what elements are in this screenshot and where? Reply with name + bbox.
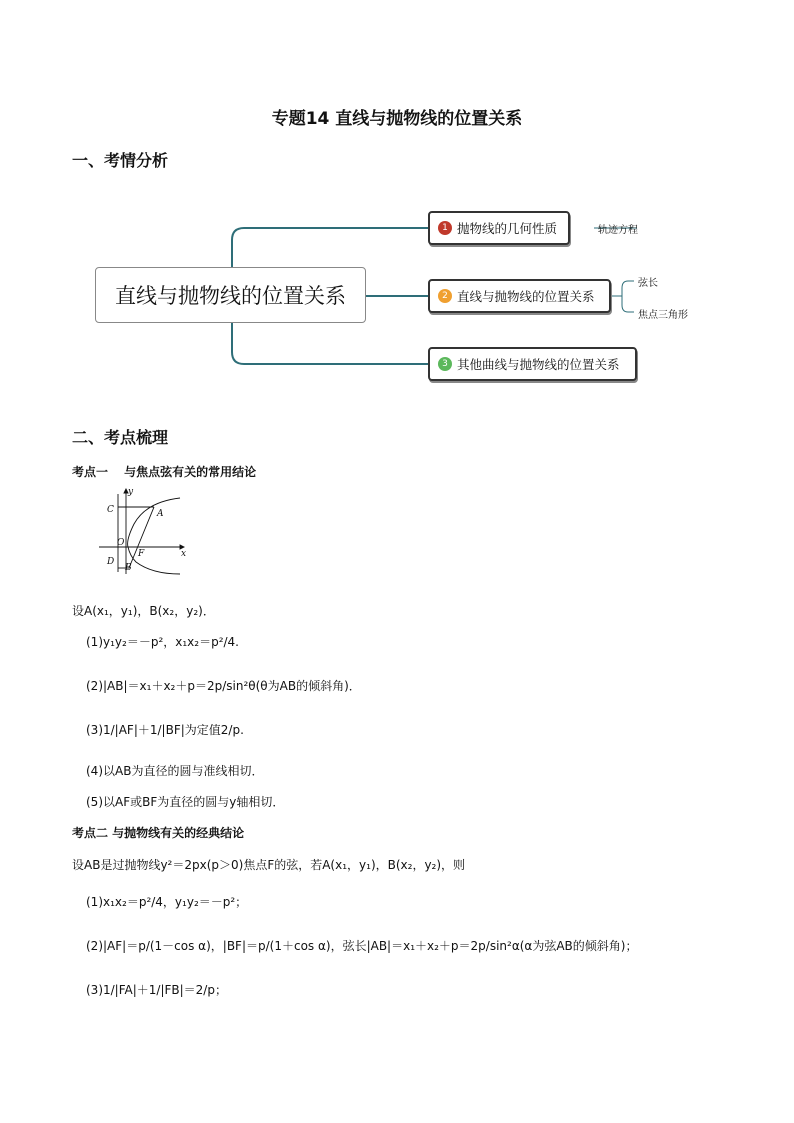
section-heading-analysis: 一、考情分析 [72,151,169,170]
mindmap-node-label: 抛物线的几何性质 [457,221,558,236]
point2-item-3: (3)1/|FA|＋1/|FB|＝2/p； [86,983,227,997]
mindmap-leaf-focal-triangle: 焦点三角形 [638,310,688,321]
mindmap-connectors [0,0,794,420]
figure-label-B: B [125,563,132,573]
number-badge: 2 [438,289,452,303]
figure-label-O: O [117,538,125,548]
point1-item-2: (2)|AB|＝x₁＋x₂＋p＝2p/sin²θ(θ为AB的倾斜角)． [86,679,361,693]
mindmap-leaf-chord-length: 弦长 [638,278,658,289]
mindmap-node-1 [428,211,570,245]
figure-label-A: A [157,509,164,519]
point1-item-4: (4)以AB为直径的圆与准线相切． [86,764,264,778]
point1-item-1: (1)y₁y₂＝－p²，x₁x₂＝p²/4. [86,635,239,649]
section-heading-points: 二、考点梳理 [72,428,169,447]
point2-item-2: (2)|AF|＝p/(1－cos α)，|BF|＝p/(1＋cos α)，弦长|AB|＝x₁＋x₂＋p＝2p/sin²α(α为弦AB的倾斜角)； [86,939,638,953]
point2-heading: 考点二 与抛物线有关的经典结论 [72,826,245,840]
number-badge: 1 [438,221,452,235]
mindmap-center-node: 直线与抛物线的位置关系 [95,267,366,323]
mindmap-node-3 [428,347,637,381]
figure-label-y: y [128,487,134,497]
point1-intro: 设A(x₁，y₁)，B(x₂，y₂)． [72,604,215,618]
figure-label-x: x [181,549,187,559]
figure-label-F: F [138,549,145,559]
parabola-figure [96,484,190,576]
mindmap-node-label: 直线与抛物线的位置关系 [457,289,595,304]
point1-item-3: (3)1/|AF|＋1/|BF|为定值2/p. [86,723,244,737]
number-badge: 3 [438,357,452,371]
figure-label-D: D [107,557,115,567]
mindmap-node-label: 其他曲线与抛物线的位置关系 [457,357,620,372]
point1-heading: 考点一 与焦点弦有关的常用结论 [72,465,257,479]
point2-item-1: (1)x₁x₂＝p²/4，y₁y₂＝－p²； [86,895,248,909]
point2-intro: 设AB是过抛物线y²＝2px(p＞0)焦点F的弦，若A(x₁，y₁)，B(x₂，y₂)，则 [72,858,466,872]
mindmap-node-2 [428,279,611,313]
page-title: 专题14 直线与抛物线的位置关系 [271,109,523,129]
point1-item-5: (5)以AF或BF为直径的圆与y轴相切． [86,795,285,809]
figure-label-C: C [107,505,114,515]
mindmap-leaf-trajectory: 轨迹方程 [598,225,638,236]
